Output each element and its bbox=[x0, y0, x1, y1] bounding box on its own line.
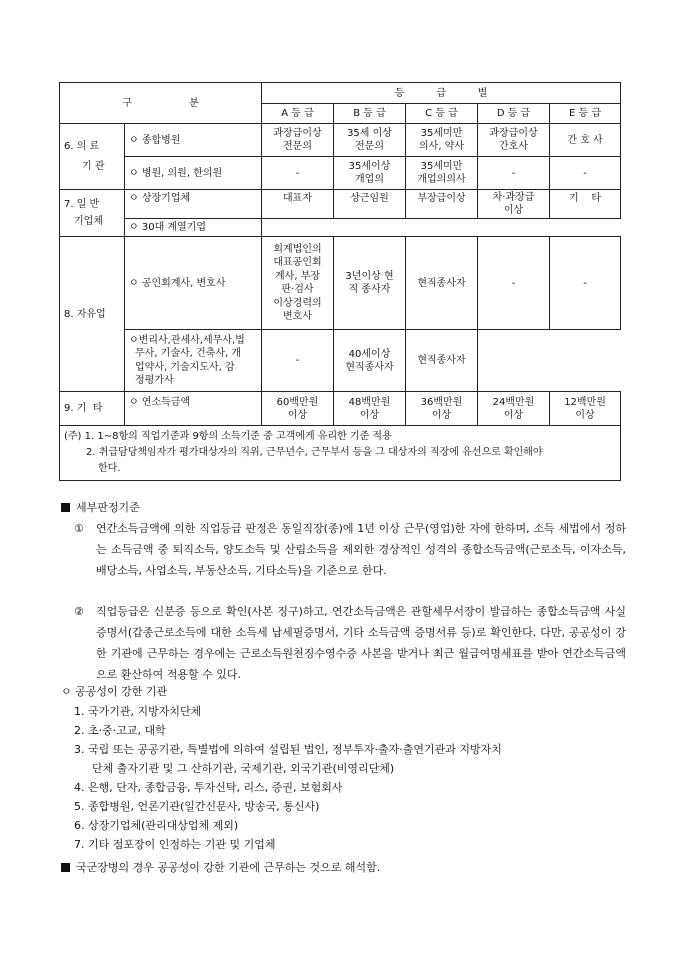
cell: 60백만원 이상 bbox=[262, 392, 334, 426]
sub-patent-attorney: ㅇ변리사,관세사,세무사,법 무사, 기술사, 건축사, 개 업약사, 기술지도사, 감 정평가사 bbox=[125, 330, 262, 392]
cell: 회계법인의 대표공인회 계사, 부장 판·검사 이상경력의 변호사 bbox=[262, 237, 334, 330]
cell: 40세이상 현직종사자 bbox=[334, 330, 406, 392]
cell: 차·과장급 이상 bbox=[478, 190, 550, 219]
cell: 12백만원 이상 bbox=[550, 392, 621, 426]
sub-listed-company: ㅇ 상장기업체 bbox=[125, 190, 262, 219]
list-item: 단체 출자기관 및 그 산하기관, 국제기관, 외국기관(비영리단체) bbox=[92, 762, 395, 775]
cell: - bbox=[550, 237, 621, 330]
list-item: 4. 은행, 단자, 종합금융, 투자신탁, 리스, 증권, 보험회사 bbox=[74, 781, 343, 794]
cell: 과장급이상 간호사 bbox=[478, 124, 550, 157]
cell: 3년이상 현 직 종사자 bbox=[334, 237, 406, 330]
sub-top30: ㅇ 30대 계열기업 bbox=[125, 219, 262, 237]
grade-e: E 등 급 bbox=[550, 104, 621, 124]
cell: 과장급이상 전문의 bbox=[262, 124, 334, 157]
list-item: 5. 종합병원, 언론기관(일간신문사, 방송국, 통신사) bbox=[74, 800, 320, 813]
cell: 24백만원 이상 bbox=[478, 392, 550, 426]
header-grade: 등 급 별 bbox=[262, 83, 621, 104]
cell: 상근임원 bbox=[334, 190, 406, 219]
blank bbox=[478, 330, 621, 392]
square-bullet-icon bbox=[61, 503, 70, 512]
cell: - bbox=[550, 157, 621, 190]
row-label-freelance: 8. 자유업 bbox=[60, 237, 125, 392]
list-item: 2. 초·중·고교, 대학 bbox=[74, 724, 166, 737]
sub-accountant: ㅇ 공인회계사, 변호사 bbox=[125, 237, 262, 330]
sub-income: ㅇ 연소득금액 bbox=[125, 392, 262, 426]
cell: 36백만원 이상 bbox=[406, 392, 478, 426]
grade-b: B 등 급 bbox=[334, 104, 406, 124]
cell: 현직종사자 bbox=[406, 237, 478, 330]
list-item: 3. 국립 또는 공공기관, 특별법에 의하여 설립된 법인, 정부투자·출자·출연기관과 지방자치 bbox=[74, 743, 502, 756]
row-label-company: 7. 일 반 기업체 bbox=[60, 190, 125, 237]
cell: 35세이상 개업의 bbox=[334, 157, 406, 190]
public-list bbox=[74, 702, 502, 854]
cell: 현직종사자 bbox=[406, 330, 478, 392]
grade-a: A 등 급 bbox=[262, 104, 334, 124]
footer-note: 국군장병의 경우 공공성이 강한 기관에 근무하는 것으로 해석함. bbox=[61, 857, 626, 878]
criteria-item-2: ② 직업등급은 신분증 등으로 확인(사본 징구)하고, 연간소득금액은 관할세무서장이 발급하는 종합소득금액 사실증명서(갑종근로소득에 대한 소득세 납세필증명서, 기타 소득금액 증명서류 등)로 확인한다. 다만, 공공성이 강한 기관에 근무하는 경우에는 근로소득원천징수영수증 사본을 받거나 최근 월급여명세표를 받아 연간소득금액으로 환산하여 적용할 수 있다. bbox=[74, 605, 626, 681]
cell: - bbox=[478, 237, 550, 330]
cell: 35세미만 개업의의사 bbox=[406, 157, 478, 190]
cell: 기 타 bbox=[550, 190, 621, 219]
table-notes: (주) 1. 1∼8항의 직업기준과 9항의 소득기준 중 고객에게 유리한 기준 적용 2. 취급담당책임자가 평가대상자의 직위, 근무년수, 근무부서 등을 그 대상자의 직장에 유선으로 확인해야 한다. bbox=[60, 426, 621, 481]
list-item: 7. 기타 점포장이 인정하는 기관 및 기업체 bbox=[74, 838, 276, 851]
list-item: 6. 상장기업체(관리대상업체 제외) bbox=[74, 819, 239, 832]
header-category: 구 분 bbox=[60, 83, 262, 124]
sub-general-hospital: ㅇ 종합병원 bbox=[125, 124, 262, 157]
cell: 35세 이상 전문의 bbox=[334, 124, 406, 157]
grade-d: D 등 급 bbox=[478, 104, 550, 124]
cell: 48백만원 이상 bbox=[334, 392, 406, 426]
cell: 부장급이상 bbox=[406, 190, 478, 219]
row-label-other: 9. 기 타 bbox=[60, 392, 125, 426]
grade-table bbox=[59, 82, 621, 481]
row-label-medical: 6. 의 료 기 관 bbox=[60, 124, 125, 190]
public-title: ㅇ 공공성이 강한 기관 bbox=[61, 685, 168, 698]
grade-c: C 등 급 bbox=[406, 104, 478, 124]
cell: 35세미만 의사, 약사 bbox=[406, 124, 478, 157]
cell: 대표자 bbox=[262, 190, 334, 219]
cell: - bbox=[478, 157, 550, 190]
criteria-item-1: ① 연간소득금액에 의한 직업등급 판정은 동일직장(종)에 1년 이상 근무(영업)한 자에 한하며, 소득 세법에서 정하는 소득금액 중 퇴직소득, 양도소득 및 산림소득을 제외한 경상적인 성격의 종합소득금액(근로소득, 이자소득, 배당소득, 사업소득, 부동산소득, 기타소득)을 기준으로 한다. bbox=[74, 522, 626, 577]
cell: 간 호 사 bbox=[550, 124, 621, 157]
cell: - bbox=[262, 157, 334, 190]
list-item: 1. 국가기관, 지방자치단체 bbox=[74, 705, 202, 718]
blank bbox=[262, 219, 621, 237]
criteria-title: 세부판정기준 bbox=[61, 497, 626, 518]
cell: - bbox=[262, 330, 334, 392]
square-bullet-icon bbox=[61, 863, 70, 872]
sub-clinic: ㅇ 병원, 의원, 한의원 bbox=[125, 157, 262, 190]
